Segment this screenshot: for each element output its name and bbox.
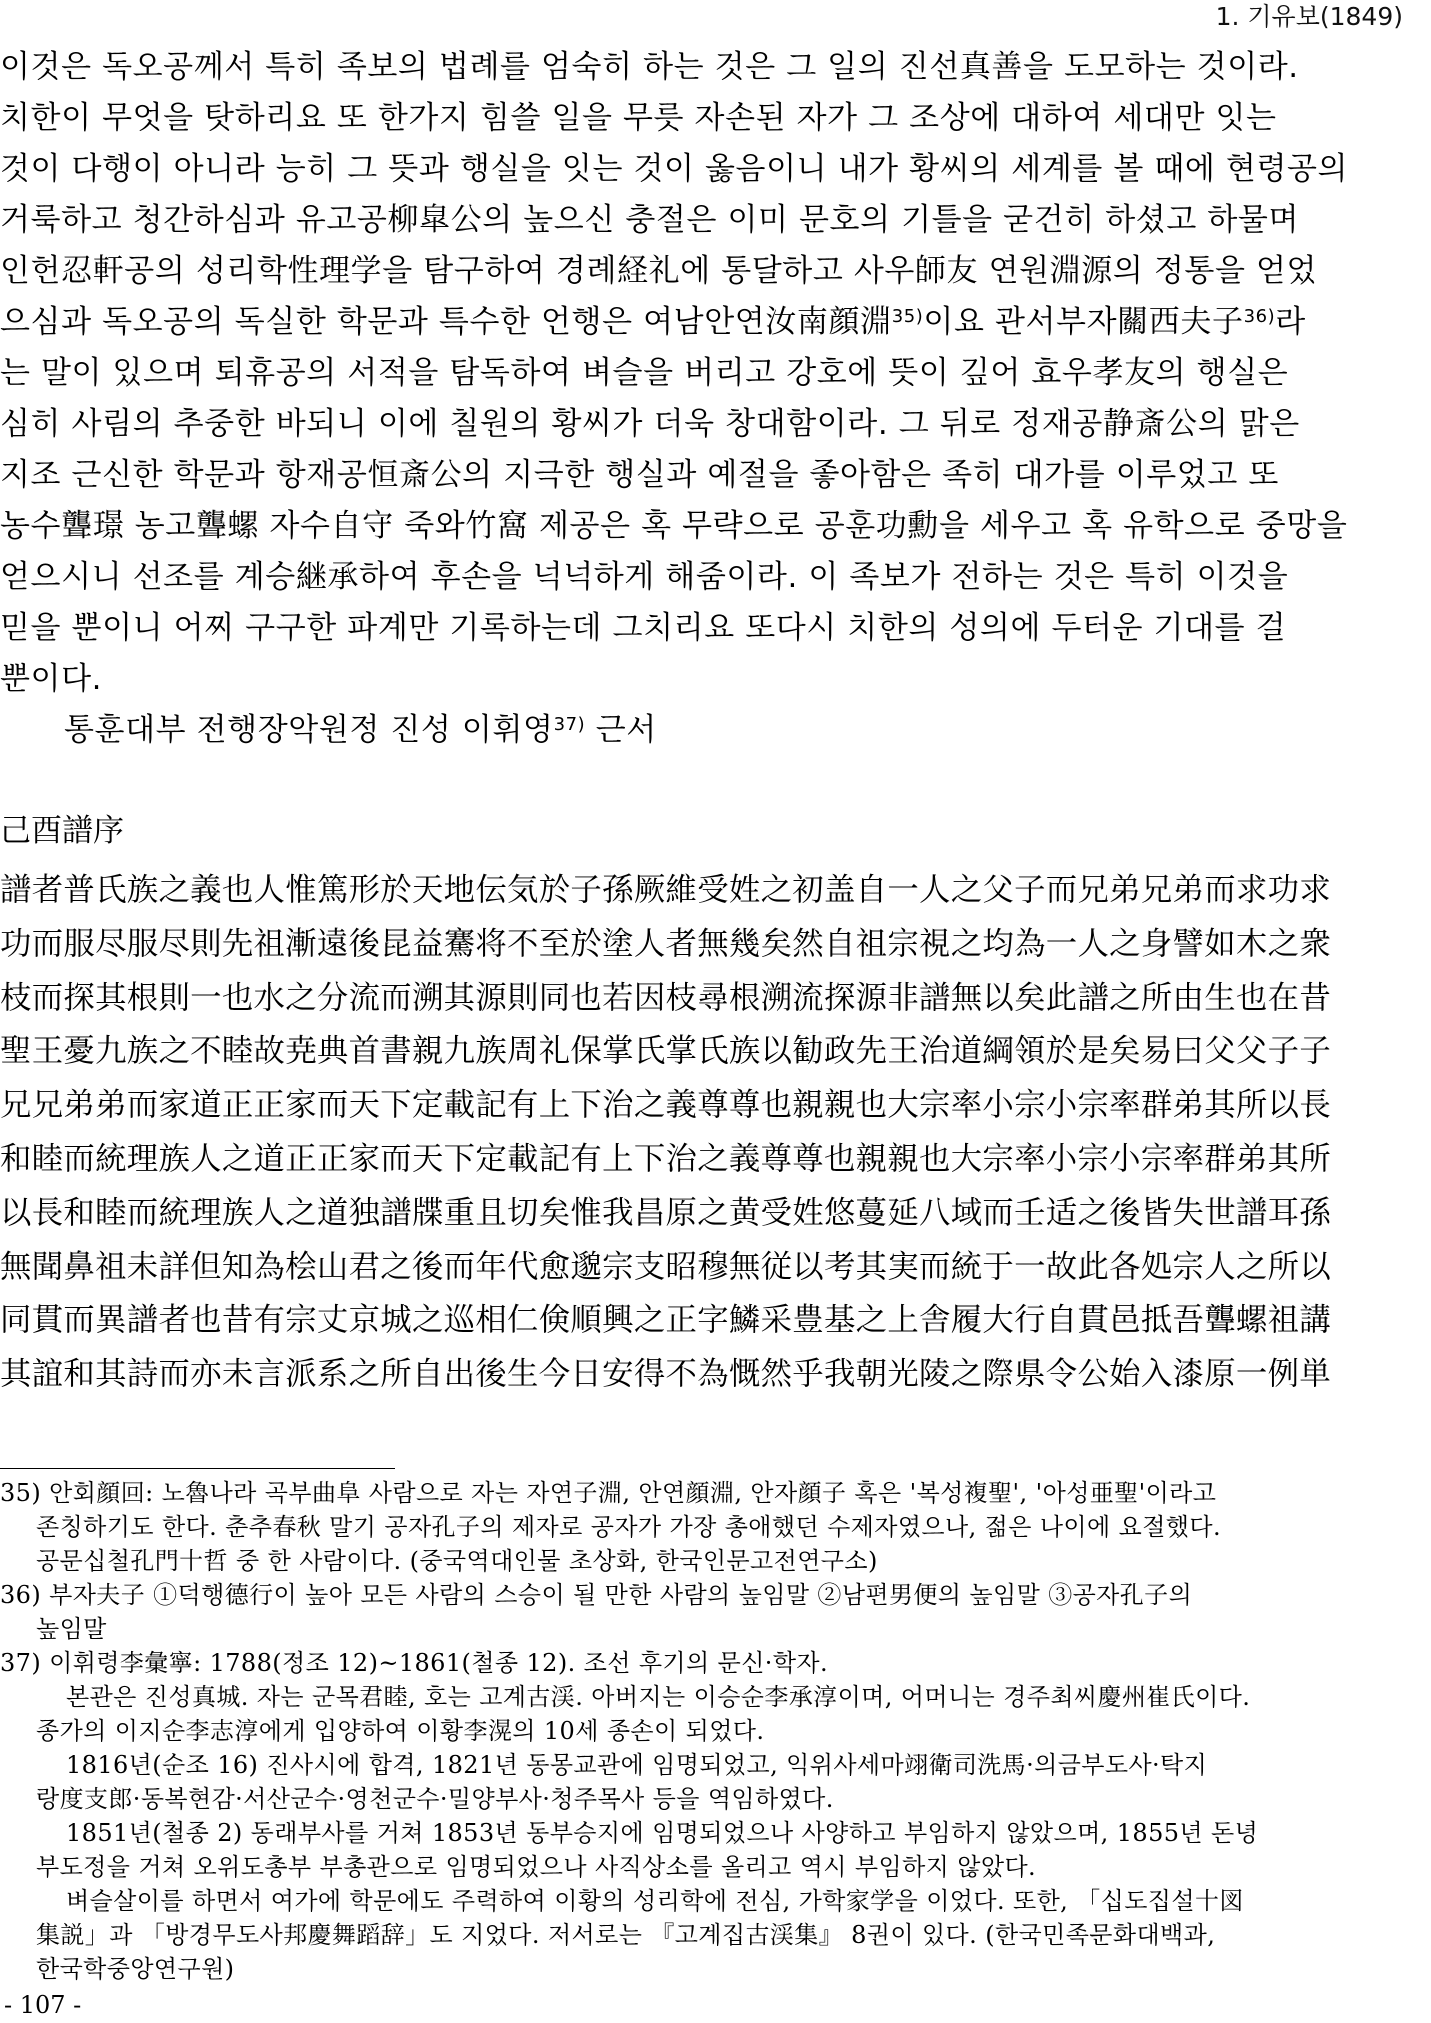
section-title: 己酉譜序 (0, 813, 124, 849)
footnote-line: 종가의 이지순李志淳에게 입양하여 이황李滉의 10세 종손이 되었다. (36, 1717, 765, 1745)
footnote-divider (0, 1468, 395, 1469)
hanja-line: 其誼和其詩而亦未言派系之所自出後生今日安得不為慨然乎我朝光陵之際県令公始入漆原一例単 (0, 1356, 1332, 1393)
footnote-line: 존칭하기도 한다. 춘추春秋 말기 공자孔子의 제자로 공자가 가장 총애했던 수제자였으나, 젊은 나이에 요절했다. (36, 1513, 1221, 1541)
text-line: 치한이 무엇을 탓하리요 또 한가지 힘쓸 일을 무릇 자손된 자가 그 조상에 대하여 세대만 잇는 (0, 100, 1277, 136)
hanja-line: 同貫而異譜者也昔有宗丈京城之巡相仁倹順興之正字鱗采豊基之上舎履大行自貫邑抵吾聾螺祖講 (0, 1302, 1332, 1339)
hanja-line: 聖王憂九族之不睦故尭典首書親九族周礼保掌氏掌氏族以勧政先王治道綱領於是矣易曰父父子子 (0, 1033, 1332, 1070)
text-line: 인헌忍軒공의 성리학性理学을 탐구하여 경례経礼에 통달하고 사우師友 연원淵源의 정통을 얻었 (0, 253, 1318, 289)
text-line: 심히 사림의 추중한 바되니 이에 칠원의 황씨가 더욱 창대함이라. 그 뒤로 정재공静斎公의 맑은 (0, 406, 1300, 442)
page-number: - 107 - (4, 1991, 82, 2019)
signature-tail: 근서 (585, 712, 657, 748)
text-line: 거룩하고 청간하심과 유고공柳皐公의 높으신 충절은 이미 문호의 기틀을 굳건히 하셨고 하물며 (0, 202, 1299, 238)
footnote-line: 높임말 (36, 1615, 107, 1643)
text-segment: 이요 관서부자關西夫子 (923, 304, 1244, 340)
hanja-line: 功而服尽服尽則先祖漸遠後昆益騫将不至於塗人者無幾矣然自祖宗視之均為一人之身譬如木之衆 (0, 925, 1332, 962)
hanja-line: 枝而探其根則一也水之分流而溯其源則同也若因枝尋根溯流探源非譜無以矣此譜之所由生也在昔 (0, 979, 1332, 1016)
hanja-line: 譜者普氏族之義也人惟篤形於天地伝気於子孫厥維受姓之初盖自一人之父子而兄弟兄弟而求功求 (0, 872, 1332, 908)
footnote-line: 1851년(철종 2) 동래부사를 거쳐 1853년 동부승지에 임명되었으나 사양하고 부임하지 않았으며, 1855년 돈녕 (66, 1819, 1259, 1847)
footnote-line: 36) 부자夫子 ①덕행德行이 높아 모든 사람의 스승이 될 만한 사람의 높임말 ②남편男便의 높임말 ③공자孔子의 (0, 1581, 1193, 1609)
running-header: 1. 기유보(1849) (1215, 2, 1403, 31)
text-line: 얻으시니 선조를 계승継承하여 후손을 넉넉하게 해줌이라. 이 족보가 전하는 것은 특히 이것을 (0, 559, 1289, 595)
preface-body (0, 42, 1431, 1402)
footnote-line: 37) 이휘령李彙寧: 1788(정조 12)~1861(철종 12). 조선 후기의 문신·학자. (0, 1649, 829, 1677)
footnote-line: 35) 안회顔回: 노魯나라 곡부曲阜 사람으로 자는 자연子淵, 안연顔淵, 안자顔子 혹은 '복성複聖', '아성亜聖'이라고 (0, 1479, 1217, 1507)
footnotes (0, 1476, 1431, 1986)
footnote-line: 공문십철孔門十哲 중 한 사람이다. (중국역대인물 초상화, 한국인문고전연구소) (36, 1547, 878, 1575)
hanja-line: 和睦而統理族人之道正正家而天下定載記有上下治之義尊尊也親親也大宗率小宗小宗率群弟其所 (0, 1140, 1332, 1177)
signature-line (0, 705, 1431, 756)
hanja-line: 兄兄弟弟而家道正正家而天下定載記有上下治之義尊尊也親親也大宗率小宗小宗率群弟其所以長 (0, 1087, 1332, 1124)
hanja-line: 無聞鼻祖未詳但知為桧山君之後而年代愈邈宗支昭穆無従以考其実而統于一故此各処宗人之所以 (0, 1248, 1332, 1285)
text-segment: 라 (1275, 304, 1306, 340)
text-line: 것이 다행이 아니라 능히 그 뜻과 행실을 잇는 것이 옳음이니 내가 황씨의 세계를 볼 때에 현령공의 (0, 151, 1349, 187)
footnote-ref-36[interactable]: 36) (1243, 306, 1276, 327)
footnote-line: 부도정을 거쳐 오위도총부 부총관으로 임명되었으나 사직상소를 올리고 역시 부임하지 않았다. (36, 1853, 1037, 1881)
footnote-ref-35[interactable]: 35) (891, 306, 924, 327)
footnote-line: 集説」과 「방경무도사邦慶舞蹈辞」도 지었다. 저서로는 『고계집古渓集』 8권이 있다. (한국민족문화대백과, (36, 1921, 1216, 1949)
text-line: 믿을 뿐이니 어찌 구구한 파계만 기록하는데 그치리요 또다시 치한의 성의에 두터운 기대를 걸 (0, 610, 1287, 646)
text-segment: 으심과 독오공의 독실한 학문과 특수한 언행은 여남안연汝南顔淵 (0, 304, 892, 340)
section-gap (0, 756, 1431, 806)
footnote-ref-37[interactable]: 37) (553, 714, 586, 735)
footnote-line: 1816년(순조 16) 진사시에 합격, 1821년 동몽교관에 임명되었고, 익위사세마翊衛司洗馬·의금부도사·탁지 (66, 1751, 1208, 1779)
footnote-line: 한국학중앙연구원) (36, 1955, 235, 1983)
text-line: 는 말이 있으며 퇴휴공의 서적을 탐독하여 벼슬을 버리고 강호에 뜻이 깊어 효우孝友의 행실은 (0, 355, 1289, 391)
signature-text: 통훈대부 전행장악원정 진성 이휘영 (64, 712, 554, 748)
hanja-line: 以長和睦而統理族人之道独譜牒重且切矣惟我昌原之黄受姓悠蔓延八域而壬适之後皆失世譜耳孫 (0, 1194, 1332, 1231)
text-line: 이것은 독오공께서 특히 족보의 법례를 엄숙히 하는 것은 그 일의 진선真善을 도모하는 것이라. (0, 49, 1299, 85)
text-line: 지조 근신한 학문과 항재공恒斎公의 지극한 행실과 예절을 좋아함은 족히 대가를 이루었고 또 (0, 457, 1279, 493)
text-line: 뿐이다. (0, 661, 103, 697)
footnote-line: 랑度支郎·동복현감·서산군수·영천군수·밀양부사·청주목사 등을 역임하였다. (36, 1785, 834, 1813)
text-line-with-footnote-refs (0, 297, 1431, 348)
footnote-line: 본관은 진성真城. 자는 군목君睦, 호는 고계古渓. 아버지는 이승순李承淳이며, 어머니는 경주최씨慶州崔氏이다. (66, 1683, 1251, 1711)
footnote-line: 벼슬살이를 하면서 여가에 학문에도 주력하여 이황의 성리학에 전심, 가학家学을 이었다. 또한, 「십도집설十図 (66, 1887, 1244, 1915)
text-line: 농수聾璟 농고聾螺 자수自守 죽와竹窩 제공은 혹 무략으로 공훈功勳을 세우고 혹 유학으로 중망을 (0, 508, 1348, 544)
